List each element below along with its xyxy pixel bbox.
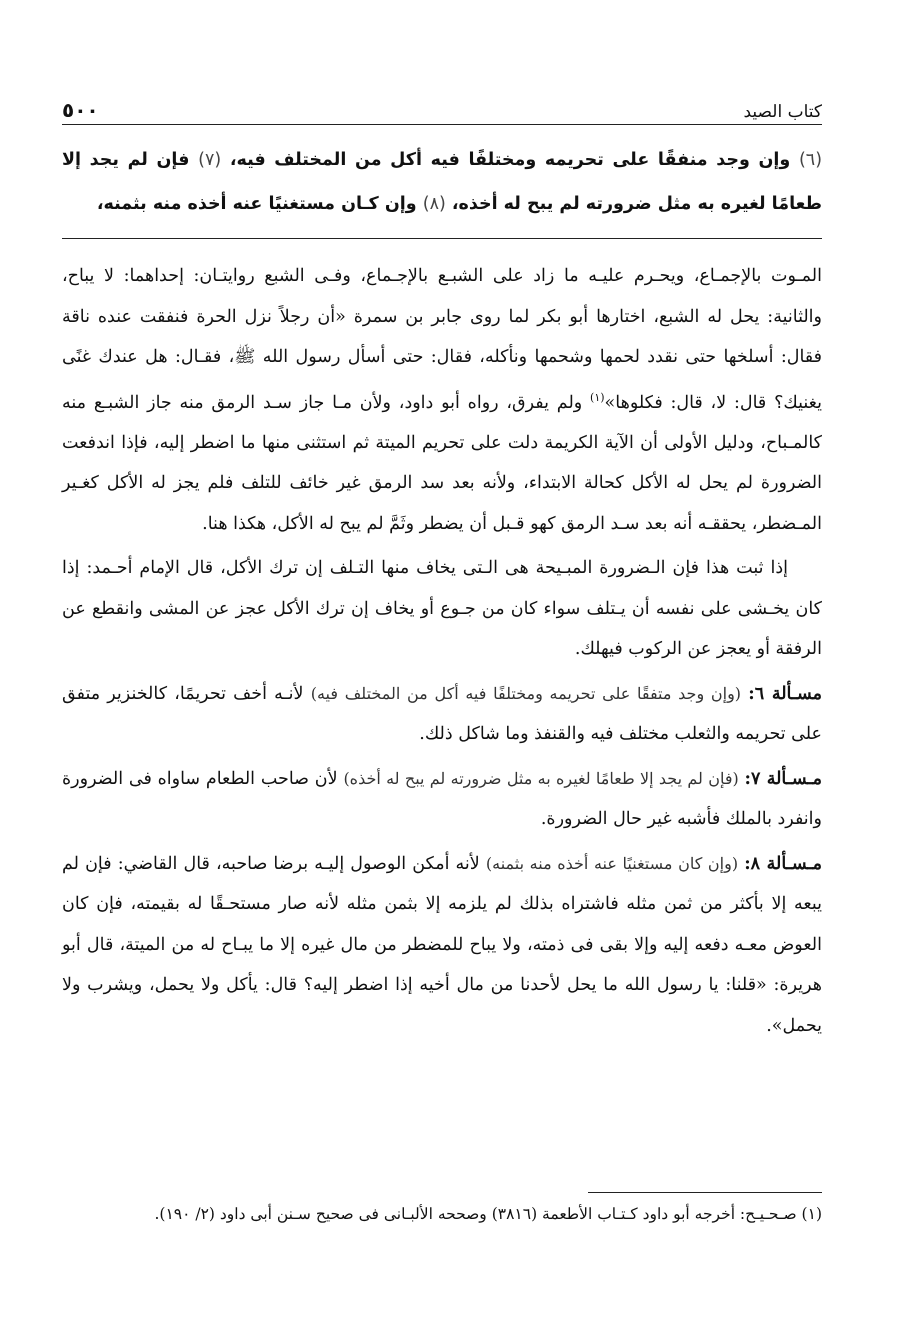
book-title: كتاب الصيد — [743, 102, 822, 122]
masala-6-quote: (وإن وجد متفقًا على تحريمه ومختلفًا فيه أكل من المختلف فيه) — [310, 683, 742, 703]
matn-clause-6: وإن وجد منفقًا على تحريمه ومختلفًا فيه أكل من المختلف فيه، — [229, 150, 791, 170]
masala-7-quote: (فإن لم يجد إلا طعامًا لغيره به مثل ضرورته لم يبح له أخذه) — [343, 768, 739, 788]
masala-8 — [62, 844, 822, 1047]
masala-7 — [62, 759, 822, 840]
running-header — [62, 96, 822, 125]
main-text — [62, 138, 822, 226]
footnote: (١) صـحـيـح: أخرجه أبو داود كـتـاب الأطعمة (٣٨١٦) وصححه الألبـانى فى صحيح سـنن أبى داود (٢/ ١٩٠). — [154, 1205, 822, 1223]
matn-clause-7: فإن لم يجد إلا طعامًا لغيره به مثل ضرورته لم يبح له أخذه، — [62, 150, 822, 214]
commentary-paragraph-2: إذا ثبت هذا فإن الـضرورة المبـيحة هى الـتى يخاف منها التـلف إن ترك الأكل، قال الإمام أحـمد: إذا كان يخـشى على نفسه أن يـتلف سواء كان من جـوع أو يخاف إن ترك الأكل عجز عن المشى وانقطع عن الرفقة أو يعجز عن الركوب فيهلك. — [62, 558, 822, 660]
matn-clause-8: وإن كـان مستغنيًا عنه أخذه منه بثمنه، — [96, 194, 417, 214]
paragraph-text-continued: ولم يفرق، رواه أبو داود، ولأن مـا جاز سـد الرمق منه جاز الشبـع منه كالمـباح، ودليل الأولى أن الآية الكريمة دلت على تحريم الميتة ثم استثنى منها ما اضطر إليه، فإذا اندفعت الضرورة لم يحل له الأكل كحالة الابتداء، ولأنه بعد سد الرمق غير خائف للتلف فلم يجز له الأكل كغـير المـضطر، يحققـه أنه بعد سـد الرمق كهو قـبل أن يضطر وثَمَّ لم يبح له الأكل، هكذا هنا. — [62, 392, 822, 534]
masala-6-text: لأنـه أخف تحريمًا، كالخنزير متفق على تحريمه والثعلب مختلف فيه والقنفذ وما شاكل ذلك. — [62, 683, 822, 745]
masala-8-label: مـسـألة ٨: — [744, 853, 822, 874]
footnote-divider — [588, 1192, 822, 1193]
matn-number-8: (٨) — [422, 194, 446, 214]
page-number: ٥٠٠ — [62, 98, 99, 122]
matn-divider — [62, 238, 822, 239]
masala-6-label: مسـألة ٦: — [748, 683, 822, 704]
masala-6 — [62, 674, 822, 755]
masala-8-text: لأنه أمكن الوصول إليـه برضا صاحبه، قال القاضي: فإن لم يبعه إلا بأكثر من ثمن مثله فاشتراه بذلك لم يلزمه إلا بثمن مثله لأنه صار مستحـقًا له بقيمته، فإن كان العوض معـه دفعه إليه وإلا بقى فى ذمته، ولا يباح للمضطر من مال غيره إلا ما يبـاح له من الميتة، قال أبو هريرة: «قلنا: يا رسول الله ما يحل لأحدنا من مال أخيه إذا اضطر إليه؟ قال: يأكل ولا يحمل، ويشرب ولا يحمل». — [62, 853, 822, 1036]
masala-7-label: مـسـألة ٧: — [744, 768, 822, 789]
commentary-paragraph-1 — [62, 256, 822, 544]
matn-number-6: (٦) — [798, 150, 823, 170]
masala-8-quote: (وإن كان مستغنيًا عنه أخذه منه بثمنه) — [485, 853, 739, 873]
commentary — [62, 256, 822, 1050]
matn-number-7: (٧) — [198, 150, 222, 170]
footnote-reference: (١) — [590, 390, 605, 404]
paragraph-text: المـوت بالإجمـاع، ويحـرم عليـه ما زاد على الشبـع بالإجـماع، وفـى الشبع روايتـان: إحداهما: لا يباح، والثانية: يحل له الشبع، اختارها أبو بكر لما روى جابر بن سمرة «أن رجلاً نزل الحرة فنفقت عنده ناقة فقال: أسلخها حتى نقدد لحمها وشحمها ونأكله، فقال: حتى أسأل رسول الله ﷺ، فقـال: هل عندك غنًى يغنيك؟ قال: لا، قال: فكلوها» — [62, 266, 822, 413]
masala-7-text: لأن صاحب الطعام ساواه فى الضرورة وانفرد بالملك فأشبه غير حال الضرورة. — [62, 768, 822, 830]
